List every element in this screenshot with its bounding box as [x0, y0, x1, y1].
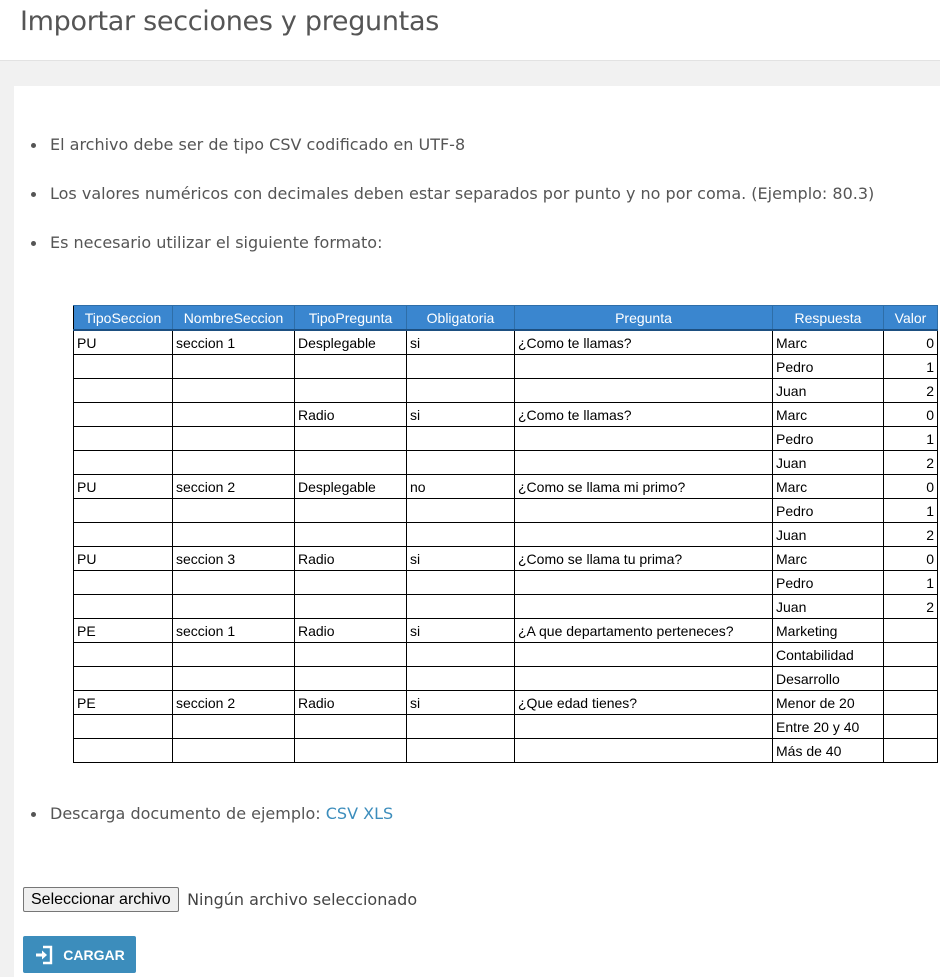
table-row — [74, 547, 938, 571]
table-cell: 0 — [884, 547, 938, 571]
table-cell — [173, 499, 295, 523]
table-row — [74, 619, 938, 643]
table-cell — [407, 715, 515, 739]
page-header — [0, 0, 940, 61]
table-cell — [74, 643, 173, 667]
table-cell — [515, 451, 773, 475]
instruction-decimals: Los valores numéricos con decimales deben estar separados por punto y no por coma. (Ejemplo: 80.3) — [50, 184, 875, 203]
instruction-format: Es necesario utilizar el siguiente formato: — [50, 233, 383, 252]
table-cell: Marc — [773, 330, 884, 355]
table-cell: si — [407, 619, 515, 643]
table-cell: 2 — [884, 451, 938, 475]
table-cell — [173, 523, 295, 547]
table-cell — [407, 595, 515, 619]
table-cell: PU — [74, 547, 173, 571]
table-cell: 0 — [884, 475, 938, 499]
table-cell — [173, 667, 295, 691]
table-cell: Juan — [773, 523, 884, 547]
table-row — [74, 643, 938, 667]
table-cell — [173, 571, 295, 595]
column-header: NombreSeccion — [173, 306, 295, 331]
table-cell — [295, 667, 407, 691]
table-cell — [74, 739, 173, 763]
format-example-table — [73, 305, 938, 763]
table-cell: ¿Como te llamas? — [515, 330, 773, 355]
table-cell: PE — [74, 691, 173, 715]
table-cell — [74, 571, 173, 595]
xls-download-link[interactable]: XLS — [363, 804, 394, 823]
table-cell: Pedro — [773, 355, 884, 379]
table-cell: Radio — [295, 619, 407, 643]
table-cell — [295, 427, 407, 451]
table-cell — [74, 667, 173, 691]
table-row — [74, 355, 938, 379]
table-cell — [407, 667, 515, 691]
table-cell: Pedro — [773, 427, 884, 451]
page-title: Importar secciones y preguntas — [20, 6, 439, 37]
column-header: Obligatoria — [407, 306, 515, 331]
table-cell: 0 — [884, 403, 938, 427]
table-cell — [74, 379, 173, 403]
table-cell — [295, 523, 407, 547]
select-file-button[interactable]: Seleccionar archivo — [23, 887, 179, 912]
table-cell: Radio — [295, 403, 407, 427]
table-cell: ¿Como se llama tu prima? — [515, 547, 773, 571]
table-row — [74, 739, 938, 763]
table-cell — [515, 499, 773, 523]
table-cell — [173, 427, 295, 451]
table-cell — [515, 355, 773, 379]
table-row — [74, 499, 938, 523]
table-cell — [884, 619, 938, 643]
download-label: Descarga documento de ejemplo: — [50, 804, 321, 823]
table-cell: seccion 3 — [173, 547, 295, 571]
table-cell — [173, 451, 295, 475]
table-header-row — [74, 306, 938, 331]
table-cell: seccion 2 — [173, 691, 295, 715]
table-cell: ¿Como se llama mi primo? — [515, 475, 773, 499]
table-row — [74, 427, 938, 451]
table-cell: Marc — [773, 475, 884, 499]
table-cell: 2 — [884, 379, 938, 403]
table-cell: ¿A que departamento perteneces? — [515, 619, 773, 643]
table-cell: Desplegable — [295, 475, 407, 499]
table-cell: Radio — [295, 547, 407, 571]
table-cell: 0 — [884, 330, 938, 355]
file-input-row — [23, 887, 417, 913]
table-cell: Radio — [295, 691, 407, 715]
table-cell — [74, 403, 173, 427]
table-cell: ¿Como te llamas? — [515, 403, 773, 427]
table-cell — [407, 643, 515, 667]
table-cell: PE — [74, 619, 173, 643]
table-cell — [295, 451, 407, 475]
table-cell: seccion 1 — [173, 330, 295, 355]
table-cell: 1 — [884, 571, 938, 595]
table-cell: Juan — [773, 379, 884, 403]
table-cell: si — [407, 691, 515, 715]
column-header: Pregunta — [515, 306, 773, 331]
table-cell: no — [407, 475, 515, 499]
table-cell: Contabilidad — [773, 643, 884, 667]
table-cell — [173, 595, 295, 619]
table-cell — [515, 523, 773, 547]
table-cell — [515, 667, 773, 691]
table-cell — [515, 739, 773, 763]
table-cell — [407, 379, 515, 403]
table-row — [74, 595, 938, 619]
csv-download-link[interactable]: CSV — [325, 804, 359, 823]
upload-button[interactable] — [23, 936, 136, 973]
table-row — [74, 667, 938, 691]
table-cell: Más de 40 — [773, 739, 884, 763]
upload-button-label: CARGAR — [63, 946, 125, 963]
table-cell — [173, 715, 295, 739]
table-cell: 2 — [884, 523, 938, 547]
column-header: TipoSeccion — [74, 306, 173, 331]
download-example — [50, 804, 393, 823]
table-cell — [173, 379, 295, 403]
table-cell — [295, 499, 407, 523]
table-cell: Entre 20 y 40 — [773, 715, 884, 739]
table-cell: Pedro — [773, 571, 884, 595]
table-row — [74, 571, 938, 595]
table-cell: ¿Que edad tienes? — [515, 691, 773, 715]
table-cell: 1 — [884, 355, 938, 379]
table-cell: Marketing — [773, 619, 884, 643]
table-cell — [295, 595, 407, 619]
table-cell — [295, 379, 407, 403]
table-cell — [74, 427, 173, 451]
table-cell — [173, 643, 295, 667]
table-cell — [407, 571, 515, 595]
table-cell — [407, 451, 515, 475]
table-cell — [515, 715, 773, 739]
table-cell: seccion 1 — [173, 619, 295, 643]
table-cell — [407, 739, 515, 763]
column-header: TipoPregunta — [295, 306, 407, 331]
table-cell — [884, 715, 938, 739]
table-cell — [74, 523, 173, 547]
table-row — [74, 691, 938, 715]
table-cell: Juan — [773, 595, 884, 619]
table-cell — [884, 739, 938, 763]
table-cell: 1 — [884, 427, 938, 451]
sign-in-icon — [34, 945, 54, 965]
file-status: Ningún archivo seleccionado — [187, 890, 418, 909]
table-cell — [884, 643, 938, 667]
table-cell — [295, 739, 407, 763]
table-cell — [74, 715, 173, 739]
table-cell — [295, 571, 407, 595]
table-cell — [173, 355, 295, 379]
table-row — [74, 715, 938, 739]
instruction-encoding: El archivo debe ser de tipo CSV codificado en UTF-8 — [50, 135, 466, 154]
table-cell: seccion 2 — [173, 475, 295, 499]
table-cell: Pedro — [773, 499, 884, 523]
table-cell — [173, 403, 295, 427]
table-row — [74, 451, 938, 475]
table-row — [74, 330, 938, 355]
table-cell — [515, 379, 773, 403]
table-cell: PU — [74, 330, 173, 355]
table-cell: Desarrollo — [773, 667, 884, 691]
table-cell — [74, 451, 173, 475]
table-cell: PU — [74, 475, 173, 499]
table-cell — [295, 715, 407, 739]
table-cell — [173, 739, 295, 763]
column-header: Respuesta — [773, 306, 884, 331]
table-row — [74, 379, 938, 403]
table-cell — [74, 499, 173, 523]
table-cell: si — [407, 330, 515, 355]
table-row — [74, 523, 938, 547]
table-cell — [74, 595, 173, 619]
table-cell — [515, 571, 773, 595]
table-cell — [295, 643, 407, 667]
table-cell: si — [407, 547, 515, 571]
table-cell — [407, 523, 515, 547]
table-cell — [74, 355, 173, 379]
table-cell: Menor de 20 — [773, 691, 884, 715]
table-cell — [884, 667, 938, 691]
table-cell: 2 — [884, 595, 938, 619]
table-cell — [407, 355, 515, 379]
table-row — [74, 403, 938, 427]
table-cell: si — [407, 403, 515, 427]
table-cell — [407, 499, 515, 523]
table-row — [74, 475, 938, 499]
table-cell: Desplegable — [295, 330, 407, 355]
table-cell — [515, 643, 773, 667]
table-cell: Juan — [773, 451, 884, 475]
table-cell: Marc — [773, 547, 884, 571]
table-cell — [407, 427, 515, 451]
table-cell — [295, 355, 407, 379]
table-cell: Marc — [773, 403, 884, 427]
table-cell — [515, 427, 773, 451]
table-cell — [515, 595, 773, 619]
content-panel — [14, 86, 940, 977]
table-cell: 1 — [884, 499, 938, 523]
table-cell — [884, 691, 938, 715]
column-header: Valor — [884, 306, 938, 331]
